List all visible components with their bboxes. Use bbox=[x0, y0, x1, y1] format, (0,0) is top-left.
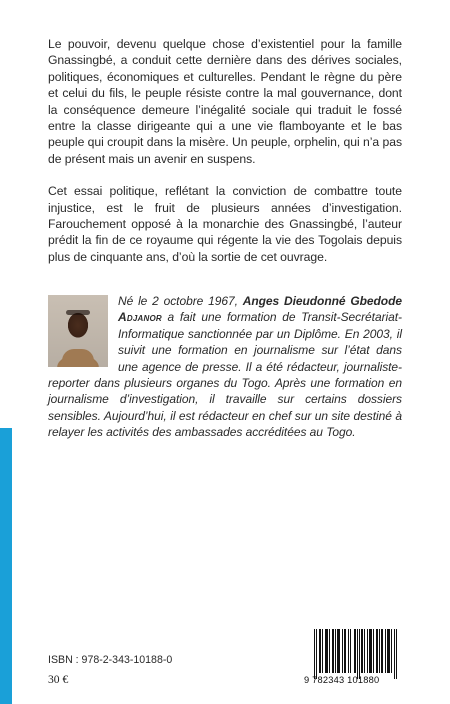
author-photo bbox=[48, 295, 108, 367]
author-bio bbox=[48, 293, 402, 441]
accent-bar bbox=[0, 428, 12, 704]
bio-intro: Né le 2 octobre 1967, bbox=[118, 294, 243, 308]
author-surname: Adjanor bbox=[118, 310, 162, 325]
isbn: ISBN : 978-2-343-10188-0 bbox=[48, 654, 173, 666]
barcode-bars bbox=[314, 629, 402, 673]
back-cover-text bbox=[48, 36, 402, 265]
summary-paragraph-1: Le pouvoir, devenu quelque chose d’existentiel pour la famille Gnassingbé, a conduit cette dernière dans des dérives sociales, politiques, économiques et culturelles. Pendant le règne du père et celui du fils, le peuple résiste contre la mal gouvernance, dont la conséquence demeure l’inégalité sociale qui traduit le fossé entre la classe dirigeante qui a une vie flamboyante et le bas peuple qui croupit dans la misère. Un peuple, orphelin, qui n’a pas de présent mais un avenir en suspens. bbox=[48, 37, 402, 166]
author-name: Anges Dieudonné Gbedode bbox=[242, 294, 402, 308]
summary-paragraph-2: Cet essai politique, reflétant la conviction de combattre toute injustice, est le fruit de plusieurs années d’investigation. Farouchement opposé à la monarchie des Gnassingbé, l’auteur prédit la fin de ce royaume qui régente la vie des Togolais depuis plus de cinquante ans, d’où la sortie de cet ouvrage. bbox=[48, 184, 402, 264]
barcode bbox=[304, 629, 406, 691]
barcode-digits: 9 782343 101880 bbox=[304, 675, 380, 685]
bio-body: a fait une formation de Transit-Secrétariat-Informatique sanctionnée par un Diplôme. En 2003, il suivit une formation en journalisme sur l’état dans une agence de presse. Il a été rédacteur, journaliste-reporter dans plusieurs organes du Togo. Après une formation en journalisme d’investigation, il travaille sur certains dossiers sensibles. Aujourd’hui, il est rédacteur en chef sur un site destiné à relayer les activités des ambassades accréditées au Togo. bbox=[48, 310, 402, 440]
price: 30 € bbox=[48, 673, 69, 686]
